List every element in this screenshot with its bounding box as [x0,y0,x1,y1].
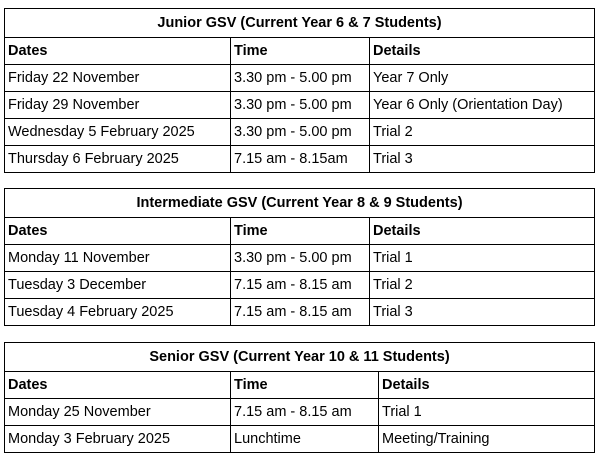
cell-time: 7.15 am - 8.15am [231,146,370,173]
cell-date: Friday 22 November [5,65,231,92]
cell-details: Trial 3 [370,299,595,326]
table-row [5,119,595,146]
table-row [5,146,595,173]
senior-gsv-table [4,342,595,453]
table-row [5,65,595,92]
cell-time: 7.15 am - 8.15 am [231,272,370,299]
table-title-row [5,9,595,38]
header-details: Details [379,372,595,399]
cell-details: Meeting/Training [379,426,595,453]
header-time: Time [231,218,370,245]
cell-date: Monday 11 November [5,245,231,272]
header-dates: Dates [5,218,231,245]
cell-date: Monday 25 November [5,399,231,426]
cell-date: Tuesday 4 February 2025 [5,299,231,326]
table-header-row [5,218,595,245]
cell-details: Year 7 Only [370,65,595,92]
table-header-row [5,372,595,399]
table-header-row [5,38,595,65]
cell-date: Tuesday 3 December [5,272,231,299]
cell-time: 3.30 pm - 5.00 pm [231,92,370,119]
header-dates: Dates [5,372,231,399]
cell-time: 3.30 pm - 5.00 pm [231,245,370,272]
header-time: Time [231,38,370,65]
cell-details: Trial 2 [370,119,595,146]
intermediate-gsv-table [4,188,595,326]
table-row [5,272,595,299]
cell-details: Trial 1 [379,399,595,426]
table-row [5,426,595,453]
cell-time: Lunchtime [231,426,379,453]
cell-date: Thursday 6 February 2025 [5,146,231,173]
table-title: Junior GSV (Current Year 6 & 7 Students) [5,9,595,38]
header-time: Time [231,372,379,399]
table-row [5,245,595,272]
table-title: Senior GSV (Current Year 10 & 11 Students) [5,343,595,372]
cell-details: Trial 1 [370,245,595,272]
header-details: Details [370,218,595,245]
cell-time: 7.15 am - 8.15 am [231,399,379,426]
cell-time: 3.30 pm - 5.00 pm [231,65,370,92]
cell-details: Trial 2 [370,272,595,299]
cell-date: Monday 3 February 2025 [5,426,231,453]
table-title-row [5,343,595,372]
cell-details: Year 6 Only (Orientation Day) [370,92,595,119]
header-dates: Dates [5,38,231,65]
cell-time: 3.30 pm - 5.00 pm [231,119,370,146]
table-title: Intermediate GSV (Current Year 8 & 9 Students) [5,189,595,218]
table-title-row [5,189,595,218]
header-details: Details [370,38,595,65]
cell-details: Trial 3 [370,146,595,173]
cell-date: Wednesday 5 February 2025 [5,119,231,146]
cell-time: 7.15 am - 8.15 am [231,299,370,326]
table-row [5,399,595,426]
table-row [5,92,595,119]
table-row [5,299,595,326]
cell-date: Friday 29 November [5,92,231,119]
junior-gsv-table [4,8,595,173]
